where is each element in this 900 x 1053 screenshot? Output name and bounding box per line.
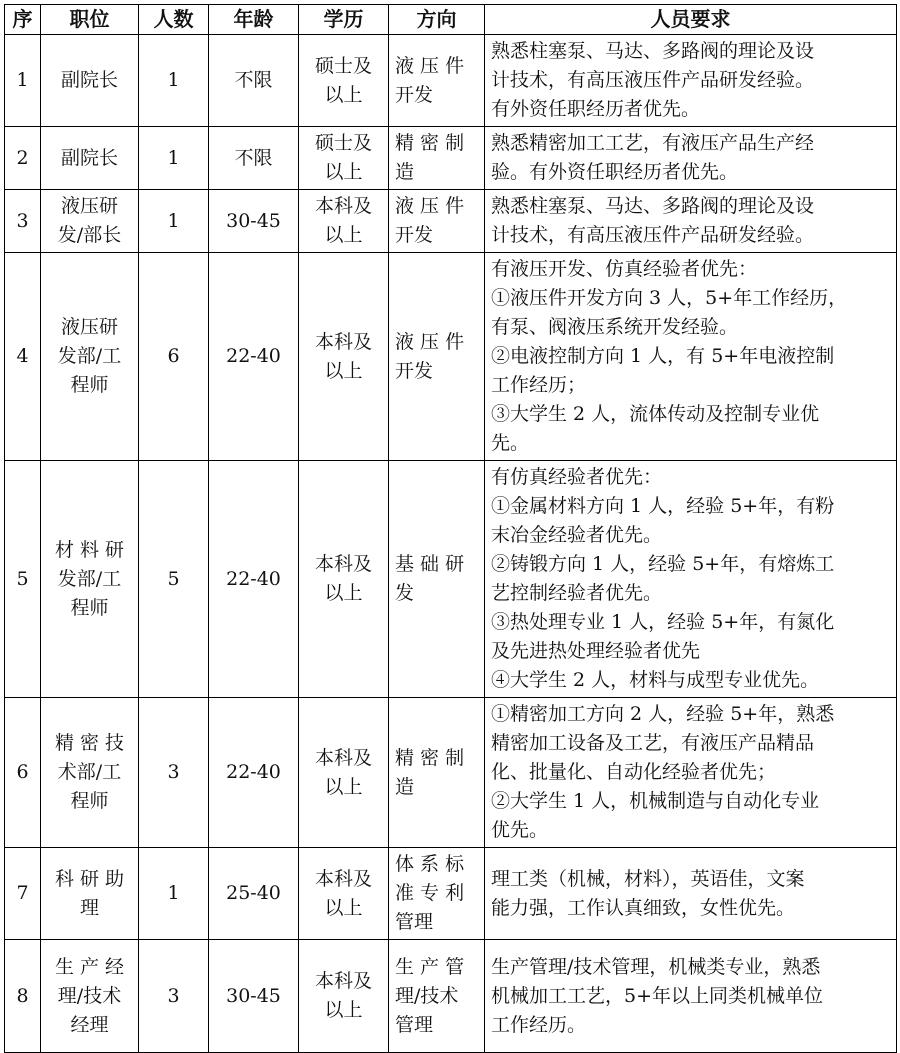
cell-requirements-line: ③热处理专业 1 人，经验 5+年，有氮化	[491, 611, 835, 633]
cell-requirements-line: ①液压件开发方向 3 人，5+年工作经历，	[491, 287, 848, 309]
cell-direction-line: 精 密 制	[395, 746, 465, 769]
header-education: 学历	[299, 5, 389, 35]
recruitment-table	[4, 4, 897, 1053]
cell-requirements-line: 及先进热处理经验者优先	[491, 640, 701, 662]
cell-requirements-line: 化、批量化、自动化经验者优先；	[491, 761, 777, 783]
cell-direction	[389, 190, 485, 253]
cell-requirements-line: ③大学生 2 人，流体传动及控制专业优	[491, 403, 820, 425]
cell-direction-line: 造	[395, 161, 415, 183]
cell-direction-line: 体 系 标	[395, 853, 465, 875]
cell-requirements-line: 艺控制经验者优先。	[491, 582, 663, 604]
cell-requirements-line: 有泵、阀液压系统开发经验。	[491, 316, 739, 338]
cell-education-line: 以上	[324, 224, 363, 246]
cell-requirements	[485, 848, 897, 940]
cell-age: 25-40	[209, 848, 299, 940]
cell-position-line: 理	[79, 896, 99, 919]
table-row	[5, 35, 897, 127]
cell-position-line: 副院长	[60, 146, 118, 169]
cell-requirements-line: 先。	[491, 432, 530, 454]
cell-requirements	[485, 190, 897, 253]
cell-requirements-line: 熟悉精密加工工艺，有液压产品生产经	[491, 132, 815, 154]
cell-requirements-line: 熟悉柱塞泵、马达、多路阀的理论及设	[491, 40, 815, 62]
cell-position-line: 科 研 助	[54, 867, 125, 890]
cell-requirements-line: 能力强，工作认真细致，女性优先。	[491, 896, 796, 919]
cell-education	[299, 190, 389, 253]
cell-position-line: 发部/工	[57, 567, 122, 590]
cell-education-line: 以上	[324, 83, 363, 106]
cell-direction-line: 管理	[395, 911, 434, 933]
cell-requirements-line: 理工类（机械，材料），英语佳，文案	[491, 867, 805, 890]
cell-requirements-line: 计技术，有高压液压件产品研发经验。	[491, 224, 815, 246]
cell-education	[299, 461, 389, 698]
cell-no: 6	[5, 698, 41, 848]
cell-education	[299, 940, 389, 1053]
cell-direction-line: 发	[395, 582, 415, 604]
cell-position-line: 经理	[70, 1013, 109, 1036]
cell-count: 3	[139, 698, 209, 848]
cell-direction-line: 基 础 研	[395, 553, 465, 575]
cell-position-line: 精 密 技	[54, 732, 125, 754]
cell-no: 1	[5, 35, 41, 127]
cell-requirements	[485, 940, 897, 1053]
cell-no: 3	[5, 190, 41, 253]
cell-education-line: 以上	[324, 582, 363, 604]
cell-position-line: 术部/工	[57, 761, 122, 783]
cell-no: 7	[5, 848, 41, 940]
cell-direction-line: 管理	[395, 1013, 434, 1036]
cell-direction-line: 造	[395, 775, 415, 798]
cell-count: 1	[139, 127, 209, 190]
cell-age: 不限	[209, 127, 299, 190]
cell-position-line: 理/技术	[57, 984, 122, 1007]
cell-requirements-line: 熟悉柱塞泵、马达、多路阀的理论及设	[491, 195, 815, 217]
cell-age: 22-40	[209, 698, 299, 848]
cell-no: 8	[5, 940, 41, 1053]
cell-education	[299, 35, 389, 127]
cell-requirements-line: 工作经历。	[491, 1013, 587, 1036]
cell-requirements	[485, 698, 897, 848]
cell-position-line: 程师	[70, 374, 109, 396]
cell-direction-line: 生 产 管	[395, 955, 465, 978]
cell-requirements-line: 优先。	[491, 819, 549, 841]
cell-education-line: 本科及	[314, 330, 372, 353]
cell-education-line: 以上	[324, 359, 363, 382]
cell-direction	[389, 253, 485, 461]
header-no: 序	[5, 5, 41, 35]
cell-age: 不限	[209, 35, 299, 127]
cell-position	[41, 940, 139, 1053]
cell-requirements	[485, 127, 897, 190]
cell-position	[41, 461, 139, 698]
cell-education	[299, 848, 389, 940]
cell-requirements-line: ②电液控制方向 1 人，有 5+年电液控制	[491, 345, 835, 367]
cell-position-line: 生 产 经	[54, 955, 125, 978]
table-row	[5, 461, 897, 698]
cell-position	[41, 35, 139, 127]
cell-no: 2	[5, 127, 41, 190]
table-row	[5, 190, 897, 253]
header-count: 人数	[139, 5, 209, 35]
header-row	[5, 5, 897, 35]
cell-direction-line: 液 压 件	[395, 330, 465, 353]
cell-education-line: 本科及	[314, 553, 372, 575]
cell-requirements	[485, 461, 897, 698]
cell-position	[41, 190, 139, 253]
cell-direction	[389, 127, 485, 190]
cell-requirements-line: 末冶金经验者优先。	[491, 524, 663, 546]
cell-education-line: 以上	[324, 775, 363, 798]
cell-age: 30-45	[209, 940, 299, 1053]
cell-requirements-line: 有仿真经验者优先：	[491, 466, 663, 488]
cell-position-line: 液压研	[60, 195, 118, 217]
cell-requirements-line: ②大学生 1 人，机械制造与自动化专业	[491, 790, 820, 812]
cell-education	[299, 253, 389, 461]
cell-count: 6	[139, 253, 209, 461]
cell-direction	[389, 461, 485, 698]
cell-position-line: 副院长	[60, 69, 118, 91]
cell-requirements	[485, 35, 897, 127]
cell-position-line: 材 料 研	[54, 538, 125, 561]
cell-education-line: 本科及	[314, 195, 372, 217]
cell-requirements-line: ①金属材料方向 1 人，经验 5+年，有粉	[491, 495, 835, 517]
cell-education-line: 本科及	[314, 970, 372, 992]
table-row	[5, 940, 897, 1053]
cell-no: 5	[5, 461, 41, 698]
cell-direction-line: 液 压 件	[395, 54, 465, 77]
cell-education	[299, 698, 389, 848]
cell-requirements-line: 机械加工工艺，5+年以上同类机械单位	[491, 984, 824, 1007]
cell-requirements-line: ①精密加工方向 2 人，经验 5+年，熟悉	[491, 703, 835, 725]
cell-education-line: 硕士及	[314, 54, 372, 77]
table-row	[5, 698, 897, 848]
cell-requirements-line: 验。有外资任职经历者优先。	[491, 161, 739, 183]
cell-education-line: 本科及	[314, 746, 372, 769]
cell-requirements-line: 有液压开发、仿真经验者优先：	[491, 258, 758, 280]
cell-position	[41, 127, 139, 190]
cell-direction-line: 开发	[395, 83, 434, 106]
cell-count: 3	[139, 940, 209, 1053]
cell-direction-line: 准 专 利	[395, 882, 465, 904]
cell-count: 1	[139, 848, 209, 940]
table-row	[5, 848, 897, 940]
cell-direction-line: 理/技术	[395, 984, 459, 1007]
cell-education-line: 以上	[324, 161, 363, 183]
cell-requirements-line: 精密加工设备及工艺，有液压产品精品	[491, 732, 815, 754]
header-position: 职位	[41, 5, 139, 35]
cell-direction	[389, 35, 485, 127]
cell-age: 22-40	[209, 253, 299, 461]
header-direction: 方向	[389, 5, 485, 35]
cell-direction-line: 开发	[395, 224, 434, 246]
cell-no: 4	[5, 253, 41, 461]
cell-direction-line: 精 密 制	[395, 132, 465, 154]
header-age: 年龄	[209, 5, 299, 35]
header-requirements: 人员要求	[485, 5, 897, 35]
table-row	[5, 253, 897, 461]
cell-education	[299, 127, 389, 190]
cell-position-line: 发/部长	[57, 224, 122, 246]
table-container	[4, 4, 897, 1053]
cell-position-line: 程师	[70, 596, 109, 619]
cell-count: 1	[139, 35, 209, 127]
cell-requirements	[485, 253, 897, 461]
table-row	[5, 127, 897, 190]
cell-direction	[389, 940, 485, 1053]
cell-count: 5	[139, 461, 209, 698]
cell-education-line: 本科及	[314, 867, 372, 890]
cell-direction-line: 液 压 件	[395, 195, 465, 217]
cell-requirements-line: ④大学生 2 人，材料与成型专业优先。	[491, 669, 820, 691]
cell-direction	[389, 698, 485, 848]
cell-requirements-line: 工作经历；	[491, 374, 587, 396]
cell-education-line: 硕士及	[314, 132, 372, 154]
cell-position-line: 发部/工	[57, 345, 122, 367]
cell-requirements-line: 有外资任职经历者优先。	[491, 98, 701, 120]
cell-requirements-line: ②铸锻方向 1 人，经验 5+年，有熔炼工	[491, 553, 835, 575]
cell-age: 30-45	[209, 190, 299, 253]
cell-education-line: 以上	[324, 999, 363, 1021]
cell-education-line: 以上	[324, 896, 363, 919]
cell-position-line: 液压研	[60, 316, 118, 338]
cell-direction	[389, 848, 485, 940]
cell-position	[41, 698, 139, 848]
cell-position-line: 程师	[70, 790, 109, 812]
cell-position	[41, 253, 139, 461]
cell-requirements-line: 计技术，有高压液压件产品研发经验。	[491, 69, 815, 91]
cell-position	[41, 848, 139, 940]
cell-direction-line: 开发	[395, 359, 434, 382]
cell-count: 1	[139, 190, 209, 253]
cell-age: 22-40	[209, 461, 299, 698]
cell-requirements-line: 生产管理/技术管理，机械类专业，熟悉	[491, 955, 821, 978]
